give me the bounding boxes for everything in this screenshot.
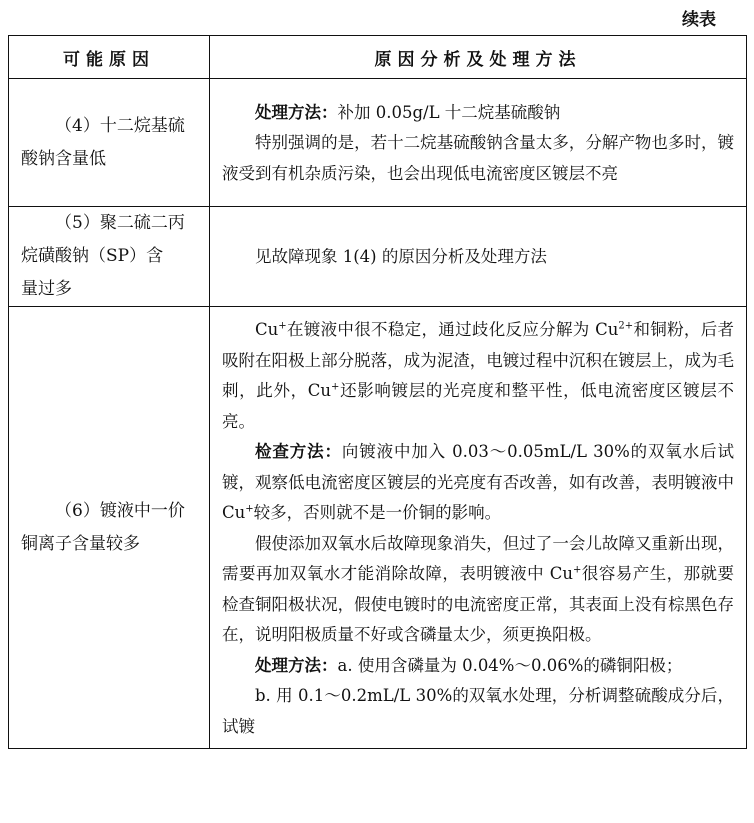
paragraph: Cu+在镀液中很不稳定，通过歧化反应分解为 $Cu^{2+}$和铜粉，后者吸附在阳极上部分脱落，成为泥渣，电镀过程中沉积在镀层上，成为毛刺，此外，Cu+还影响镀层的光亮度和整平性，低电流密度区镀层不亮。 (222, 320, 735, 431)
paragraph: 见故障现象 1(4) 的原因分析及处理方法 (255, 247, 547, 267)
cause-text: 铜离子含量较多 (21, 533, 140, 554)
header-analysis: 原因分析及处理方法 (210, 36, 747, 79)
paragraph: 检查方法：向镀液中加入 0.03～0.05mL/L 30%的双氧水后试镀，观察低电流密度区镀层的光亮度有否改善，如有改善，表明镀液中 Cu+较多，否则就不是一价铜的影响。 (222, 442, 734, 522)
cause-cell (9, 307, 210, 749)
paragraph: 特别强调的是，若十二烷基硫酸钠含量太多，分解产物也多时，镀液受到有机杂质污染，也会出现低电流密度区镀层不亮 (222, 133, 734, 183)
cause-text: 量过多 (21, 279, 72, 299)
check-label: 检查方法： (255, 442, 342, 461)
method-label: 处理方法： (255, 655, 338, 675)
cause-text: （4）十二烷基硫 (55, 115, 185, 136)
paragraph: 假使添加双氧水后故障现象消失，但过了一会儿故障又重新出现，需要再加双氧水才能消除故障，表明镀液中 Cu+很容易产生，那就要检查铜阳极状况，假使电镀时的电流密度正常，其表面上没有棕黑色存在，说明阳极质量不好或含磷量太少，须更换阳极。 (222, 533, 735, 644)
table-header-row (9, 36, 747, 79)
header-cause: 可能原因 (9, 36, 210, 79)
troubleshooting-table (8, 35, 747, 749)
table-row (9, 79, 747, 207)
cause-text: （5）聚二硫二丙 (55, 213, 185, 233)
cause-cell (9, 207, 210, 307)
analysis-cell (210, 79, 747, 207)
cause-cell (9, 79, 210, 207)
method-label: 处理方法： (255, 102, 338, 122)
paragraph: 处理方法：a. 使用含磷量为 0.04%～0.06%的磷铜阳极； (255, 655, 683, 675)
cause-text: （6）镀液中一价 (55, 500, 185, 521)
cause-text: 烷磺酸钠（SP）含 (21, 246, 164, 266)
cause-text: 酸钠含量低 (21, 148, 106, 169)
analysis-cell (210, 307, 747, 749)
method-text: 补加 0.05g/L 十二烷基硫酸钠 (337, 102, 561, 122)
continued-label: 续表 (682, 10, 716, 30)
paragraph (222, 98, 734, 129)
table-row (9, 207, 747, 307)
analysis-cell (210, 207, 747, 307)
table-row (9, 307, 747, 749)
paragraph: b. 用 0.1～0.2mL/L 30%的双氧水处理，分析调整硫酸成分后，试镀 (222, 686, 734, 736)
